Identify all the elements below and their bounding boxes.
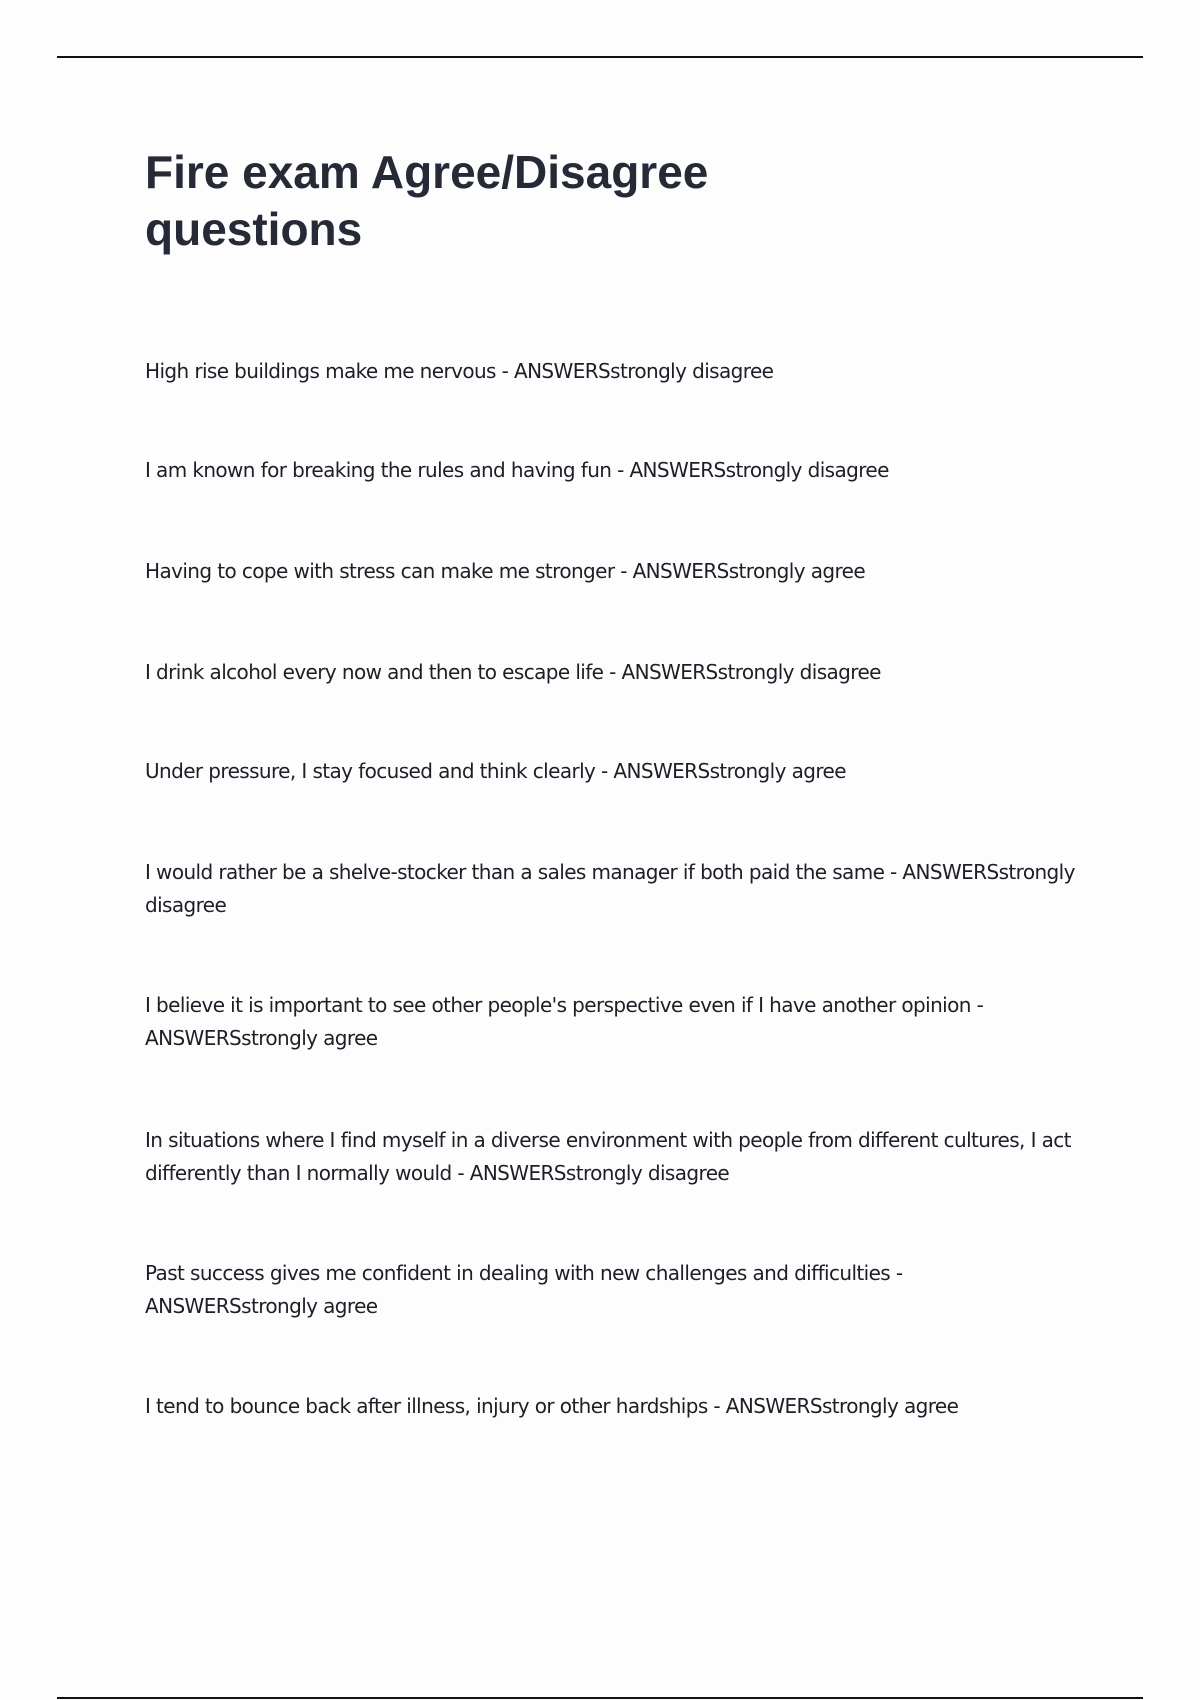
qa-item-1: High rise buildings make me nervous - ANSWERSstrongly disagree (145, 359, 774, 383)
document-title: Fire exam Agree/Disagree questions (145, 146, 709, 255)
qa-item-5: Under pressure, I stay focused and think clearly - ANSWERSstrongly agree (145, 759, 846, 783)
qa-item-6: I would rather be a shelve-stocker than a sales manager if both paid the same - ANSWERSstrongly disagree (145, 860, 1075, 917)
qa-item-9: Past success gives me confident in dealing with new challenges and difficulties - ANSWERSstrongly agree (145, 1261, 903, 1318)
qa-item-4: I drink alcohol every now and then to escape life - ANSWERSstrongly disagree (145, 660, 881, 684)
bottom-divider (57, 1697, 1143, 1699)
qa-item-10: I tend to bounce back after illness, injury or other hardships - ANSWERSstrongly agree (145, 1394, 959, 1418)
qa-item-7: I believe it is important to see other people's perspective even if I have another opinion - ANSWERSstrongly agree (145, 993, 984, 1050)
qa-item-2: I am known for breaking the rules and having fun - ANSWERSstrongly disagree (145, 458, 889, 482)
qa-item-8: In situations where I find myself in a diverse environment with people from different cultures, I act differently than I normally would - ANSWERSstrongly disagree (145, 1128, 1071, 1185)
qa-item-3: Having to cope with stress can make me stronger - ANSWERSstrongly agree (145, 559, 866, 583)
top-divider (57, 56, 1143, 58)
